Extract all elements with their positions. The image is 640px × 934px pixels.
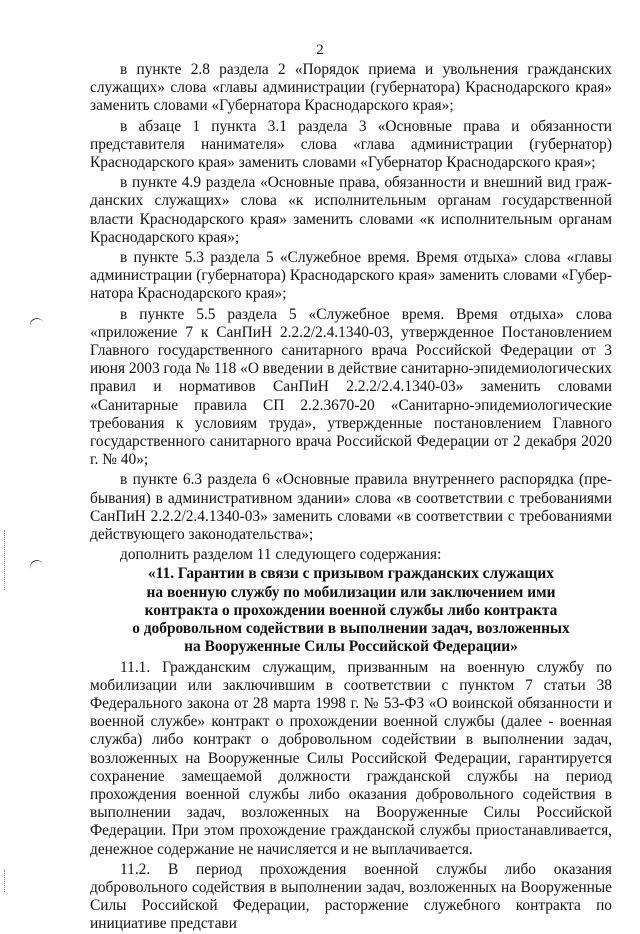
paragraph-3-1: в абзаце 1 пункта 3.1 раздела 3 «Основные права и обязанности представителя нанимателя» слова «глава администрации (губернатор) Краснодарского края» заменить словами «Губернатор Краснодарского края»; (90, 117, 612, 172)
binding-dots-lower (4, 870, 7, 892)
page-number: 2 (316, 42, 324, 58)
paragraph-4-9: в пункте 4.9 раздела «Основные права, обязанности и внешний вид гражданских служащих» слова «к исполнительным органам государственной власти Краснодарского края» заменить словами «к исполнительным органам Краснодарского края»; (90, 174, 612, 246)
paragraph-11-2: 11.2. В период прохождения военной службы либо оказания добровольного содействия в выполнении задач, возложенных на Вооруженные Силы Российской Федерации, расторжение служебного контракта по инициативе представи (90, 860, 612, 933)
document-body (90, 61, 612, 934)
paragraph-2-8: в пункте 2.8 раздела 2 «Порядок приема и увольнения гражданских служащих» слова «главы администрации (губернатора) Краснодарского края» заменить словами «Губернатора Краснодарского края»; (90, 61, 612, 115)
heading-line: о добровольном содействии в выполнении задач, возложенных (132, 620, 570, 638)
paragraph-add-section: дополнить разделом 11 следующего содержания: (120, 546, 442, 564)
heading-line: контракта о прохождении военной службы либо контракта (144, 601, 558, 619)
binding-dots-upper (4, 530, 7, 590)
margin-mark-upper (28, 316, 46, 335)
section-11-heading (90, 565, 612, 656)
heading-line: на военную службу по мобилизации или заключением ими (146, 583, 556, 601)
paragraph-11-1: 11.1. Гражданским служащим, призванным на военную службу по мобилизации или заключившим в соответствии с пунктом 7 статьи 38 Федерального закона от 28 марта 1998 г. № 53-ФЗ «О воинской обязанности и военной службе» контракт о прохождении военной службы (далее - военная служба) либо контракт о добровольном содействии в выполнении задач, возложенных на Вооруженные Силы Российской Федерации, гарантируется сохранение замещаемой должности гражданской службы на период прохождения военной службы либо оказания добровольного содействия в выполнении задач, возложенных на Вооруженные Силы Российской Федерации. При этом прохождение гражданской службы приостанавливается, денежное содержание не начисляется и не выплачивается. (90, 658, 612, 858)
paragraph-5-3: в пункте 5.3 раздела 5 «Служебное время. Время отдыха» слова «главы администрации (губернатора) Краснодарского края» заменить словами «Губернатора Краснодарского края»; (90, 249, 612, 303)
paragraph-5-5: в пункте 5.5 раздела 5 «Служебное время. Время отдыха» слова «приложение 7 к СанПиН 2.2.2/2.4.1340-03, утвержденное Постановлением Главного государственного санитарного врача Российской Федерации от 3 июня 2003 года № 118 «О введении в действие санитарно-эпидемиологических правил и нормативов СанПиН 2.2.2/2.4.1340-03» заменить словами «Санитарные правила СП 2.2.3670-20 «Санитарно-эпидемиологические требования к условиям труда», утвержденные постановлением Главного государственного санитарного врача Российской Федерации от 2 декабря 2020 г. № 40»; (90, 305, 612, 469)
heading-line: на Вооруженные Силы Российской Федерации» (184, 638, 518, 656)
margin-mark-lower (28, 558, 46, 577)
heading-line: «11. Гарантии в связи с призывом гражданских служащих (147, 565, 554, 583)
paragraph-6-3: в пункте 6.3 раздела 6 «Основные правила внутреннего распорядка (пребывания) в административном здании» слова «в соответствии с требованиями СанПиН 2.2.2/2.4.1340-03» заменить словами «в соответствии с требованиями действующего законодательства»; (90, 471, 612, 544)
